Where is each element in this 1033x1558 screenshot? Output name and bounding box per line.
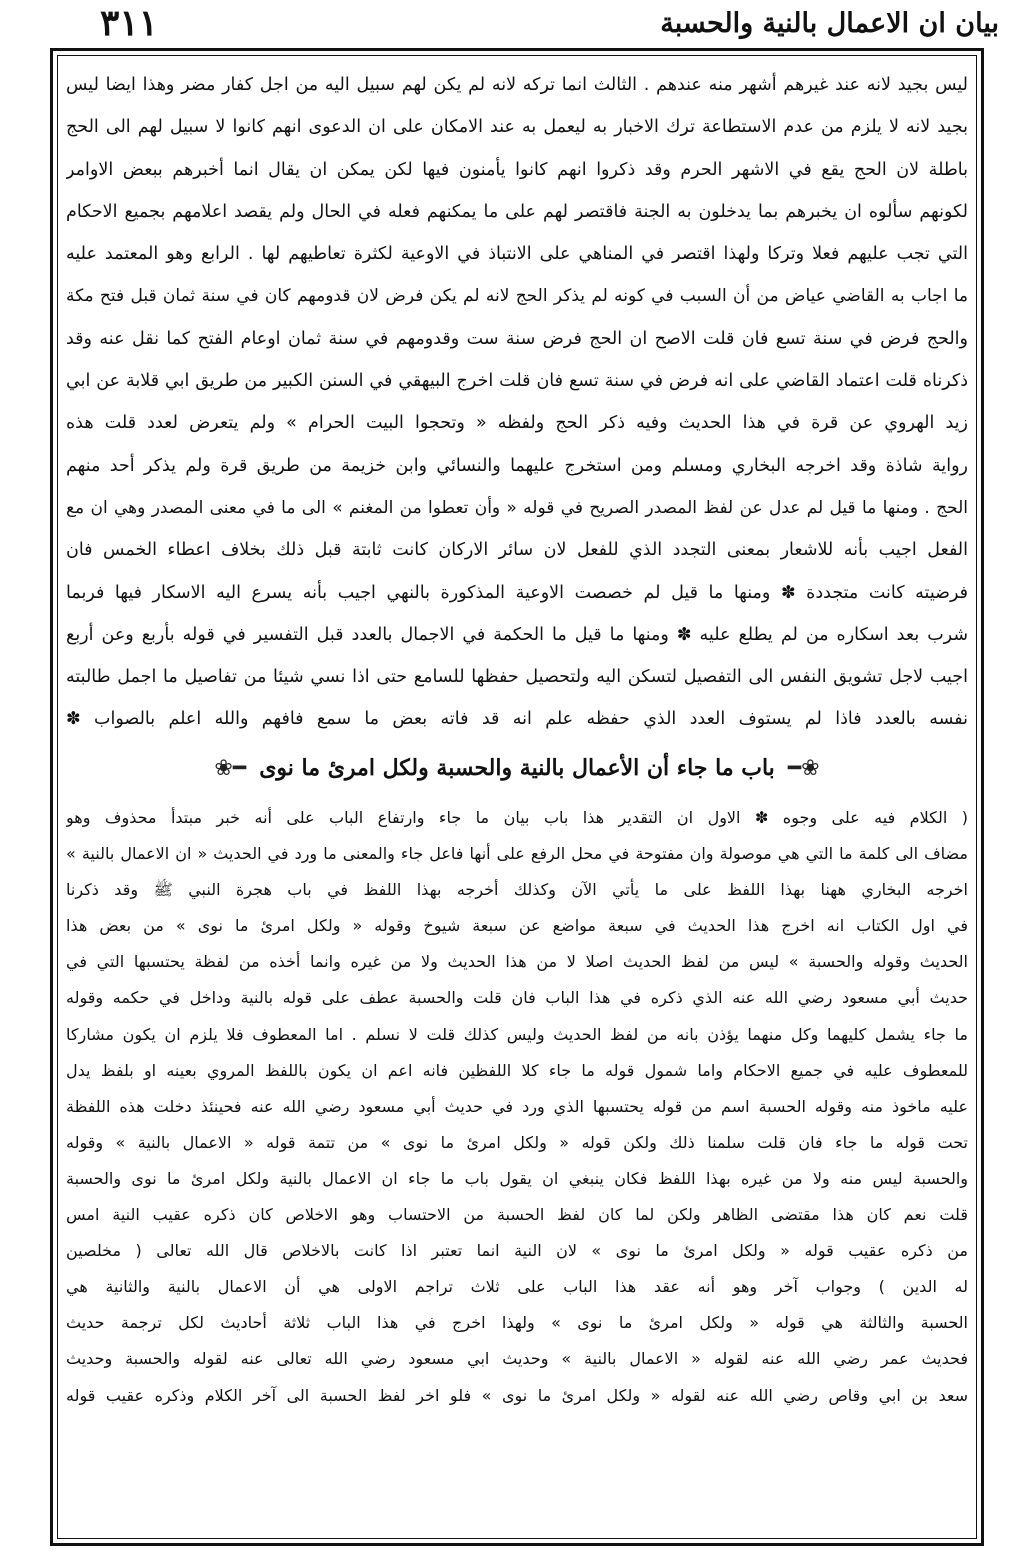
running-title: بيان ان الاعمال بالنية والحسبة bbox=[660, 8, 999, 39]
upper-text-block bbox=[66, 64, 968, 741]
text-line: اجيب لاجل تشويق النفس الى التفصيل لتسكن اليه ولتحصيل حفظها للسامع حتى اذا نسي شيئا من تفاصيل ما اجمل طالبته bbox=[66, 667, 968, 688]
text-line: التي تجب عليهم فعلا وتركا ولهذا اقتصر في المناهي على الانتباذ في الاوعية لكثرة تعاطيهم لها . الرابع وهو المعتمد عليه bbox=[66, 244, 968, 265]
text-line: الحديث وقوله والحسبة » ليس من لفظ الحديث اصلا لا من هذا الحديث ولا من غيره وانما أخذه من لفظة يحتسبها التي في bbox=[66, 952, 968, 972]
text-line: تحت قوله ما جاء فان قلت سلمنا ذلك ولكن قوله « ولكل امرئ ما نوى » من تتمة قوله « الاعمال بالنية » وقوله bbox=[66, 1132, 968, 1152]
text-line: حديث أبي مسعود رضي الله عنه الذي ذكره في هذا الباب فان قلت والحسبة عطف على قوله بالنية وداخل في حكمه وقوله bbox=[66, 988, 968, 1008]
text-line: ما اجاب به القاضي عياض من أن السبب في كونه لم يذكر الحج لانه لم يكن فرض لان قدومهم كان في سنة ثمان قبل فتح مكة bbox=[66, 286, 968, 307]
text-line: الحج . ومنها ما قيل لم عدل عن لفظ المصدر الصريح في قوله « وأن تعطوا من المغنم » الى ما في معنى المصدر وهي ان مع bbox=[66, 497, 968, 518]
text-line: فحديث عمر رضي الله عنه لقوله « الاعمال بالنية » وحديث ابي مسعود رضي الله تعالى عنه لقوله والحسبة وحديث bbox=[66, 1349, 968, 1369]
running-header bbox=[70, 2, 999, 46]
text-line: قلت نعم كان هذا مقتضى الظاهر ولكن لما كان لفظ الحسبة من الاحتساب وهو الاخلاص كان ذكره عقيب النية امس bbox=[66, 1205, 968, 1225]
text-line: زيد الهروي عن قرة في هذا الحديث وفيه ذكر الحج ولفظه « وتحجوا البيت الحرام » ولم يتعرض لعدد قلت هذه bbox=[66, 413, 968, 434]
text-line: للمعطوف عليه في جميع الاحكام واما شمول قوله ما جاء كلا اللفظين فانه اعم ان يكون باللفظ المروي بعينه او بلفظ يدل bbox=[66, 1060, 968, 1080]
text-line: شرب بعد اسكاره من لم يطلع عليه ✽ ومنها ما قيل ما الحكمة في الاجمال بالعدد قبل التفسير في قوله بأربع وعن أربع bbox=[66, 624, 968, 645]
text-line: رواية شاذة وقد اخرجه البخاري ومسلم ومن استخرج عليهما والنسائي وابن خزيمة من طريق قرة ولم يذكر أحد منهم bbox=[66, 455, 968, 476]
text-line: نفسه بالعدد فاذا لم يستوف العدد الذي حفظه علم انه قد فاته بعض ما سمع فافهم والله اعلم بالصواب ✽ bbox=[66, 709, 968, 730]
text-line: عليه ماخوذ منه وقوله الحسبة اسم من قوله يحتسبها الذي ورد في حديث أبي مسعود رضي الله عنه فحينئذ دخلت هذه اللفظة bbox=[66, 1096, 968, 1116]
text-line: اخرجه البخاري ههنا بهذا اللفظ على ما يأتي الآن وكذلك أخرجه بهذا اللفظ في باب هجرة النبي ﷺ وقد ذكرنا bbox=[66, 880, 968, 900]
text-line: في اول الكتاب انه اخرج هذا الحديث في سبعة مواضع عن سبعة شيوخ وقوله « ولكل امرئ ما نوى » من بعض هذا bbox=[66, 916, 968, 936]
ornament-icon: ❀━ bbox=[787, 755, 820, 781]
text-line: من ذكره عقيب قوله « ولكل امرئ ما نوى » لان النية انما تعتبر اذا كانت بالاخلاص قال الله تعالى ( مخلصين bbox=[66, 1241, 968, 1261]
text-line: ما جاء يشمل كليهما وكل منهما يؤذن بانه من لفظ الحديث وليس كذلك قلت لا نسلم . اما المعطوف فلا يلزم ان يكون مشاركا bbox=[66, 1024, 968, 1044]
text-line: والحسبة ليس منه ولا من غيره بهذا اللفظ فكان ينبغي ان يقول باب ما جاء ان الاعمال بالنية ولكل امرئ ما نوى والحسبة bbox=[66, 1168, 968, 1188]
text-line: الحسبة والثالثة هي قوله « ولكل امرئ ما نوى » ولهذا اخرج في هذا الباب ثلاثة أحاديث لكل ترجمة حديث bbox=[66, 1313, 968, 1333]
lower-text-block bbox=[66, 800, 968, 1414]
text-line: والحج فرض في سنة تسع فان قلت الاصح ان الحج فرض سنة ست وقدومهم في سنة ثمان اوعام الفتح كما نقل عنه وقد bbox=[66, 328, 968, 349]
text-line: بجيد لانه لا يلزم من عدم الاستطاعة ترك الاخبار به ليعمل به عند الامكان على ان الدعوى انهم كانوا لا سبيل لهم الى الحج bbox=[66, 117, 968, 138]
text-line: سعد بن ابي وقاص رضي الله عنه لقوله « ولكل امرئ ما نوى » فلو اخر لفظ الحسبة الى آخر الكلام وذكره عقيب قوله bbox=[66, 1385, 968, 1405]
text-line: له الدين ) وجواب آخر وهو أنه عقد هذا الباب على ثلاث تراجم الاولى هي أن الاعمال بالنية والثانية هي bbox=[66, 1277, 968, 1297]
ornament-icon: ━❀ bbox=[214, 755, 247, 781]
text-line: فرضيته كانت متجددة ✽ ومنها ما قيل لم خصصت الاوعية المذكورة بالنهي اجيب بأنه يسرع اليه الاسكار فيها فربما bbox=[66, 582, 968, 603]
text-line: ذكرناه قلت اعتماد القاضي على انه فرض في سنة تسع فان قلت اخرج البيهقي في السنن الكبير من طريق ابي قلابة عن ابي bbox=[66, 371, 968, 392]
text-line: باطلة لان الحج يقع في الاشهر الحرم وقد ذكروا انهم كانوا يأمنون فيها لكن يمكن ان يقال انما أخبرهم ببعض الاوامر bbox=[66, 159, 968, 180]
text-line: ( الكلام فيه على وجوه ✽ الاول ان التقدير هذا باب بيان ما جاء وارتفاع الباب على أنه خبر مبتدأ محذوف وهو bbox=[66, 808, 968, 827]
text-line: ليس بجيد لانه عند غيرهم أشهر منه عندهم . الثالث انما تركه لانه لم يكن لهم سبيل اليه من اجل كفار مضر وهذا ايضا ليس bbox=[66, 75, 968, 95]
chapter-heading-text: باب ما جاء أن الأعمال بالنية والحسبة ولكل امرئ ما نوى bbox=[259, 755, 775, 781]
text-line: لكونهم سألوه ان يخبرهم بما يدخلون به الجنة فاقتصر لهم على ما يمكنهم فعله في الحال ولم يقصد اعلامهم بجميع الاحكام bbox=[66, 201, 968, 222]
chapter-heading bbox=[66, 744, 968, 792]
text-line: مضاف الى كلمة ما التي هي موصولة وان مفتوحة في محل الرفع على أنها فاعل جاء والمعنى ما ورد في الحديث « ان الاعمال بالنية » bbox=[66, 844, 968, 864]
page-number: ٣١١ bbox=[100, 2, 159, 44]
text-line: الفعل اجيب بأنه للاشعار بمعنى التجدد الذي للفعل لان سائر الاركان كانت ثابتة قبل ذلك بخلاف اعطاء الخمس فان bbox=[66, 540, 968, 561]
